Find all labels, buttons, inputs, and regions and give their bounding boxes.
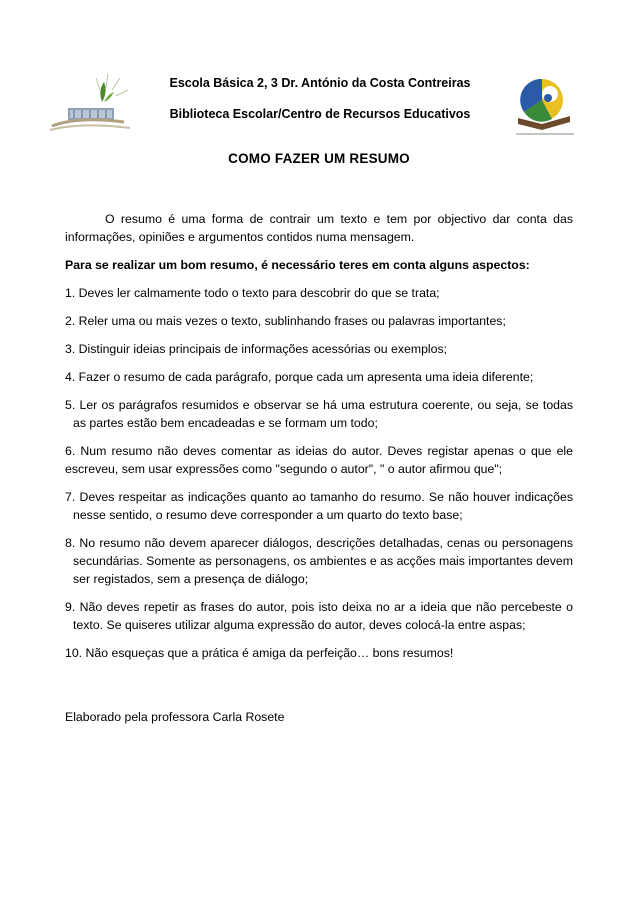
list-item-5: 5. Ler os parágrafos resumidos e observar se há uma estrutura coerente, ou seja, se todas as partes estão bem encadeadas e se formam um todo;	[65, 398, 573, 430]
list-item-2: 2. Reler uma ou mais vezes o texto, sublinhando frases ou palavras importantes;	[65, 314, 506, 328]
list-item-8: 8. No resumo não devem aparecer diálogos, descrições detalhadas, cenas ou personagens secundárias. Somente as personagens, os ambientes e as acções mais importantes devem ser registados, sem a presença de diálogo;	[65, 536, 573, 586]
library-logo-icon	[512, 74, 578, 136]
library-name: Biblioteca Escolar/Centro de Recursos Educativos	[169, 107, 471, 121]
list-item-10: 10. Não esqueças que a prática é amiga da perfeição… bons resumos!	[65, 646, 454, 660]
list-item-7: 7. Deves respeitar as indicações quanto ao tamanho do resumo. Se não houver indicações nesse sentido, o resumo deve corresponder a um quarto do texto base;	[65, 490, 573, 522]
list-item-6: 6. Num resumo não deves comentar as ideias do autor. Deves registar apenas o que ele escreveu, sem usar expressões como "segundo o autor", " o autor afirmou que";	[65, 444, 573, 476]
list-item-1: 1. Deves ler calmamente todo o texto para descobrir do que se trata;	[65, 286, 440, 300]
lead-paragraph: Para se realizar um bom resumo, é necessário teres em conta alguns aspectos:	[65, 258, 530, 272]
list-item-3: 3. Distinguir ideias principais de informações acessórias ou exemplos;	[65, 342, 448, 356]
signature: Elaborado pela professora Carla Rosete	[65, 710, 285, 724]
list-item-9: 9. Não deves repetir as frases do autor, pois isto deixa no ar a ideia que não percebeste o texto. Se quiseres utilizar alguma expressão do autor, deves colocá-la entre aspas;	[65, 600, 573, 632]
intro-paragraph: O resumo é uma forma de contrair um texto e tem por objectivo dar conta das informações, opiniões e argumentos contidos numa mensagem.	[65, 212, 573, 244]
document-title: COMO FAZER UM RESUMO	[228, 151, 410, 166]
document-body	[65, 210, 573, 726]
school-name: Escola Básica 2, 3 Dr. António da Costa Contreiras	[169, 76, 471, 90]
list-item-4: 4. Fazer o resumo de cada parágrafo, porque cada um apresenta uma ideia diferente;	[65, 370, 534, 384]
school-logo-icon	[48, 72, 132, 134]
